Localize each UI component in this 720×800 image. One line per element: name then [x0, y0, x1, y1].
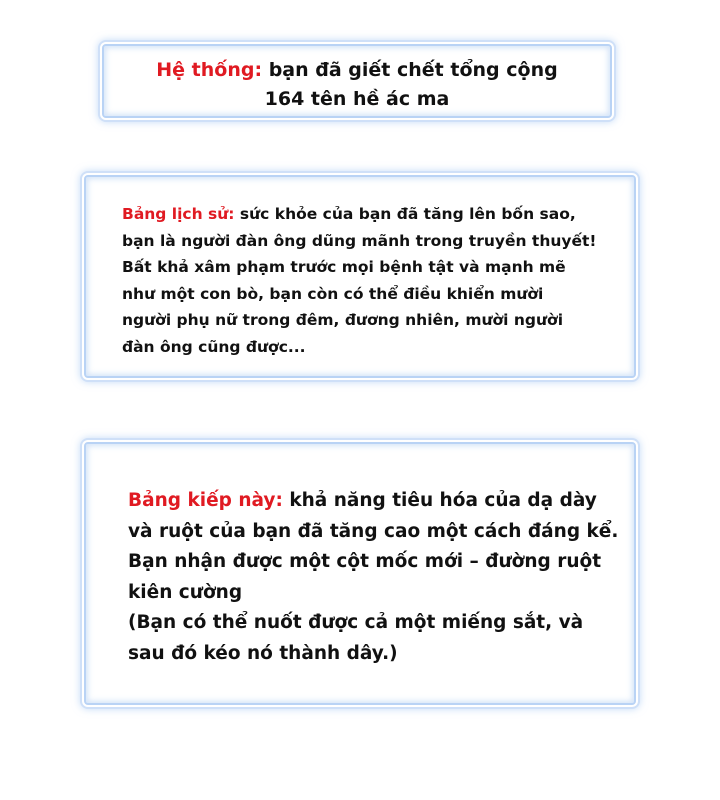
- history-line-1: [122, 201, 614, 228]
- karma-text-5: (Bạn có thể nuốt được cả một miếng sắt, và: [128, 612, 584, 633]
- history-label: Bảng lịch sử:: [122, 205, 235, 223]
- karma-label: Bảng kiếp này:: [128, 490, 283, 511]
- history-text-5: người phụ nữ trong đêm, đương nhiên, mười người: [122, 311, 564, 329]
- karma-text-1: khả năng tiêu hóa của dạ dày: [289, 490, 597, 511]
- karma-text-6: sau đó kéo nó thành dây.): [128, 642, 398, 664]
- history-text-6: đàn ông cũng được...: [122, 337, 306, 356]
- system-label: Hệ thống:: [156, 59, 263, 81]
- system-text-1: bạn đã giết chết tổng cộng: [268, 59, 558, 81]
- karma-text-4: kiên cường: [128, 581, 243, 603]
- history-message-panel: [84, 175, 636, 378]
- system-message-panel: [102, 44, 612, 118]
- history-text-3: Bất khả xâm phạm trước mọi bệnh tật và mạnh mẽ: [122, 258, 566, 276]
- karma-message-panel: [84, 442, 636, 705]
- system-line-1: [104, 56, 610, 85]
- history-text-2: bạn là người đàn ông dũng mãnh trong truyền thuyết!: [122, 231, 597, 250]
- history-text-4: như một con bò, bạn còn có thể điều khiển mười: [122, 284, 544, 303]
- karma-text-3: Bạn nhận được một cột mốc mới – đường ruột: [128, 551, 602, 572]
- system-text-2: 164 tên hề ác ma: [264, 88, 450, 110]
- history-text-1: sức khỏe của bạn đã tăng lên bốn sao,: [239, 205, 576, 223]
- karma-text-2: và ruột của bạn đã tăng cao một cách đáng kể.: [128, 520, 619, 542]
- karma-line-1: [128, 486, 618, 517]
